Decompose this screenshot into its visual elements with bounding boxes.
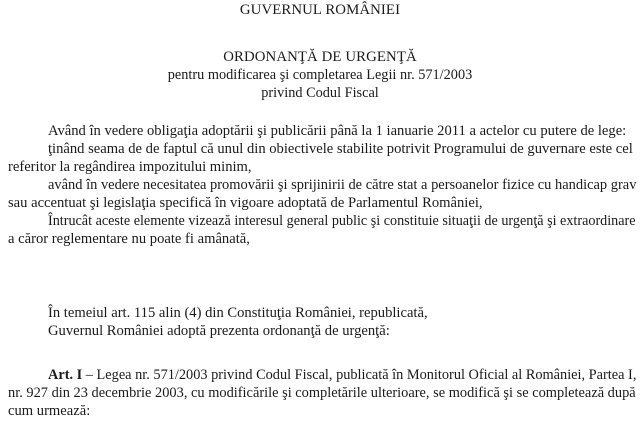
adoption-line: Guvernul României adoptă prezenta ordonanţă de urgenţă: [48, 323, 390, 339]
article-label: Art. I [48, 367, 83, 383]
preamble-line: având în vedere necesitatea promovării şi sprijinirii de către stat a persoanelor fizice cu handicap grav [48, 177, 637, 193]
preamble-line: referitor la regândirea impozitului minim, [8, 159, 252, 175]
article-line: cum urmează: [8, 403, 91, 419]
article-text: – Legea nr. 571/2003 privind Codul Fiscal, publicată în Monitorul Oficial al României, Partea I, [82, 367, 637, 383]
government-heading: GUVERNUL ROMÂNIEI [239, 2, 401, 18]
document-subtitle-line-2: privind Codul Fiscal [261, 85, 379, 101]
preamble-line: a căror reglementare nu poate fi amânată, [8, 231, 250, 247]
preamble-line: ţinând seama de de faptul că unul din obiectivele stabilite potrivit Programului de guvernare este cel [48, 141, 633, 157]
document-type-title: ORDONANŢĂ DE URGENŢĂ [223, 49, 417, 65]
article-first-line [48, 368, 636, 383]
document-subtitle-line-1: pentru modificarea şi completarea Legii nr. 571/2003 [167, 67, 473, 83]
preamble-line: Întrucât aceste elemente vizează interesul general public şi constituie situaţii de urgenţă şi extraordinare [48, 213, 636, 229]
legal-basis-line: În temeiul art. 115 alin (4) din Constituţia României, republicată, [48, 305, 428, 321]
article-line: nr. 927 din 23 decembrie 2003, cu modificările şi completările ulterioare, se modifică şi se completează după [8, 385, 636, 401]
preamble-line: Având în vedere obligaţia adoptării şi publicării până la 1 ianuarie 2011 a actelor cu putere de lege: [48, 123, 627, 139]
preamble-line: sau accentuat şi legislaţia specifică în vigoare adoptată de Parlamentul României, [8, 195, 483, 211]
